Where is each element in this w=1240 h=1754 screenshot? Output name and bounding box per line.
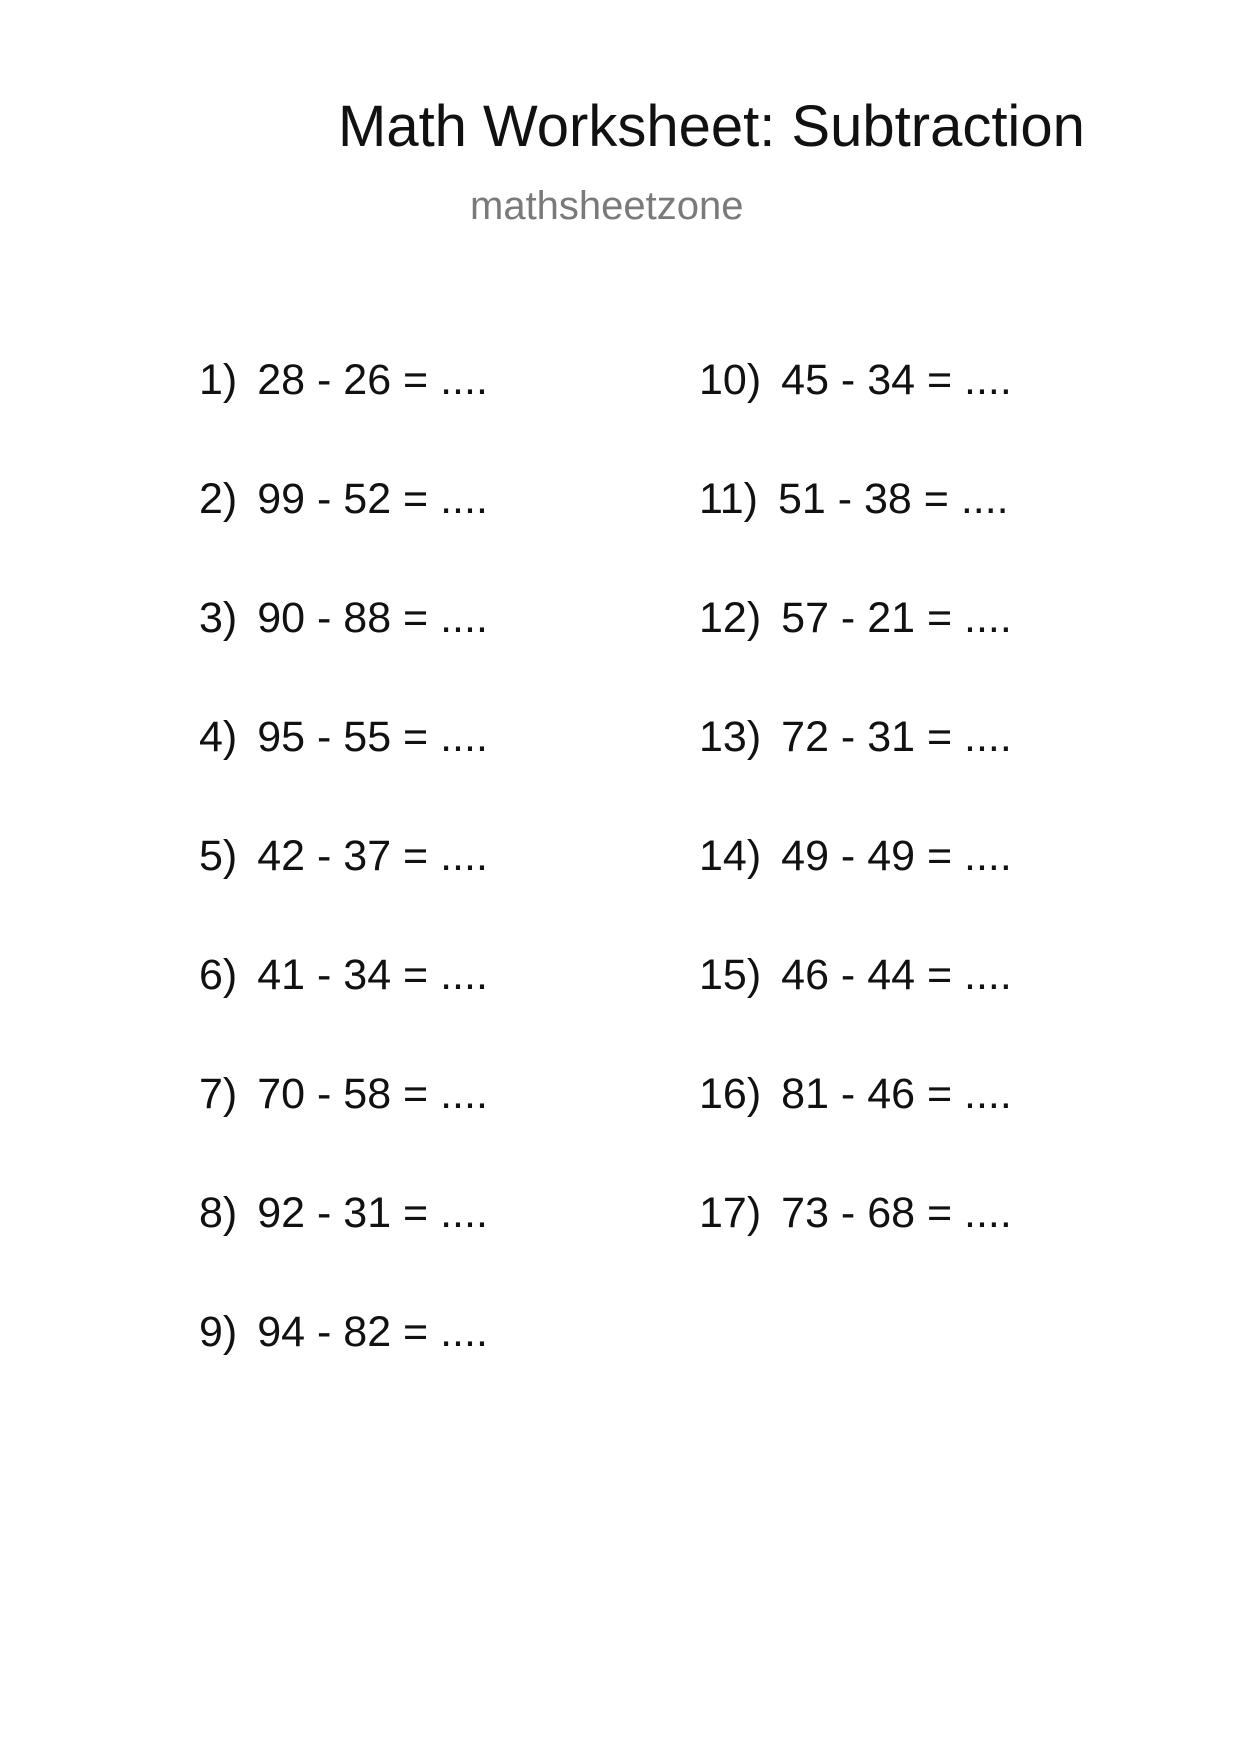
problem-number: 17) bbox=[699, 1189, 762, 1237]
problem-number: 15) bbox=[699, 951, 762, 999]
problem-number: 11) bbox=[699, 475, 758, 523]
problem-14 bbox=[699, 826, 1012, 886]
problem-number: 3) bbox=[199, 594, 238, 642]
problem-expression: 57 - 21 = .... bbox=[781, 594, 1012, 642]
problem-7 bbox=[199, 1064, 488, 1124]
site-name: mathsheetzone bbox=[470, 184, 744, 228]
problem-number: 7) bbox=[199, 1070, 238, 1118]
problem-number: 9) bbox=[199, 1308, 238, 1356]
problem-1 bbox=[199, 350, 488, 410]
problem-expression: 90 - 88 = .... bbox=[257, 594, 488, 642]
problem-expression: 45 - 34 = .... bbox=[781, 356, 1012, 404]
problem-8 bbox=[199, 1183, 488, 1243]
problem-expression: 70 - 58 = .... bbox=[257, 1070, 488, 1118]
problem-17 bbox=[699, 1183, 1012, 1243]
problem-2 bbox=[199, 469, 488, 529]
problem-number: 12) bbox=[699, 594, 762, 642]
problem-number: 6) bbox=[199, 951, 238, 999]
problem-number: 14) bbox=[699, 832, 762, 880]
problem-number: 13) bbox=[699, 713, 762, 761]
page-title: Math Worksheet: Subtraction bbox=[338, 94, 1085, 159]
problem-number: 4) bbox=[199, 713, 238, 761]
problem-expression: 99 - 52 = .... bbox=[257, 475, 488, 523]
problem-number: 5) bbox=[199, 832, 238, 880]
problem-expression: 49 - 49 = .... bbox=[781, 832, 1012, 880]
problem-4 bbox=[199, 707, 488, 767]
problem-number: 8) bbox=[199, 1189, 238, 1237]
problem-12 bbox=[699, 588, 1012, 648]
problem-expression: 72 - 31 = .... bbox=[781, 713, 1012, 761]
problem-number: 2) bbox=[199, 475, 238, 523]
problem-6 bbox=[199, 945, 488, 1005]
problem-3 bbox=[199, 588, 488, 648]
problem-5 bbox=[199, 826, 488, 886]
problem-expression: 94 - 82 = .... bbox=[257, 1308, 488, 1356]
problem-expression: 92 - 31 = .... bbox=[257, 1189, 488, 1237]
problem-9 bbox=[199, 1302, 488, 1362]
problem-10 bbox=[699, 350, 1012, 410]
problem-number: 1) bbox=[199, 356, 238, 404]
problem-expression: 51 - 38 = .... bbox=[777, 475, 1009, 523]
problem-15 bbox=[699, 945, 1012, 1005]
problem-expression: 73 - 68 = .... bbox=[781, 1189, 1012, 1237]
problem-expression: 41 - 34 = .... bbox=[257, 951, 488, 999]
problem-number: 10) bbox=[699, 356, 762, 404]
problem-16 bbox=[699, 1064, 1012, 1124]
problem-expression: 81 - 46 = .... bbox=[781, 1070, 1012, 1118]
problem-expression: 42 - 37 = .... bbox=[257, 832, 488, 880]
problem-11 bbox=[699, 469, 1009, 529]
problem-expression: 28 - 26 = .... bbox=[257, 356, 488, 404]
problem-expression: 46 - 44 = .... bbox=[781, 951, 1012, 999]
problem-13 bbox=[699, 707, 1012, 767]
problem-number: 16) bbox=[699, 1070, 762, 1118]
problem-expression: 95 - 55 = .... bbox=[257, 713, 488, 761]
